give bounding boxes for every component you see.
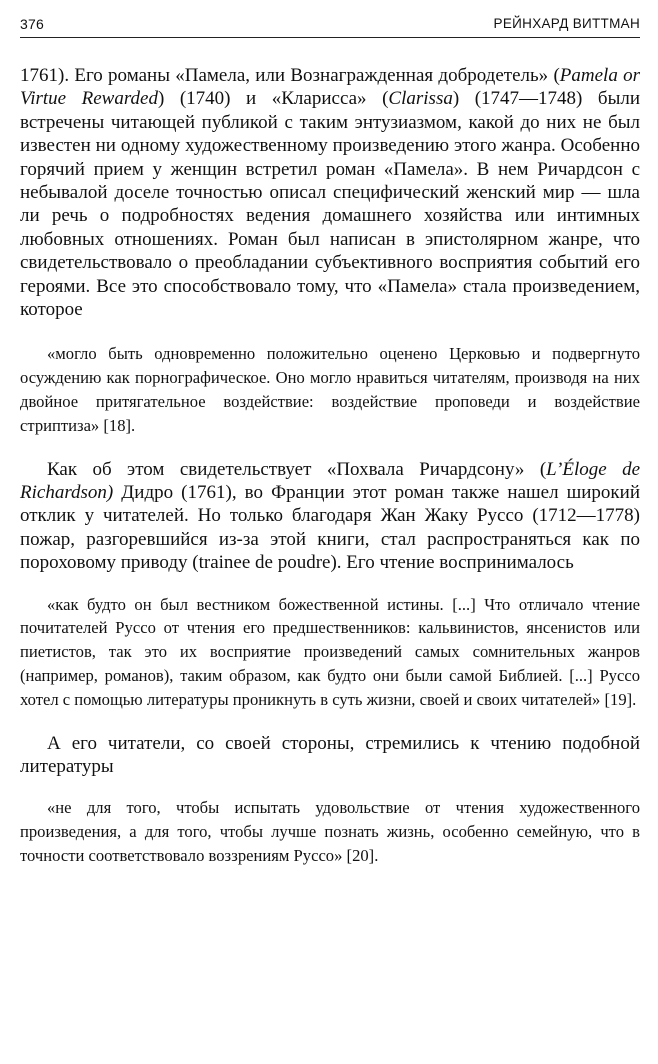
paragraph-1-text-a: 1761). Его романы «Памела, или Вознагражденная добродетель» ( (20, 65, 560, 86)
body-text (20, 64, 640, 868)
running-head: РЕЙНХАРД ВИТТМАН (493, 16, 640, 31)
block-quote-3: «не для того, чтобы испытать удовольствие от чтения художественного произведения, а для того, чтобы лучше познать жизнь, особенно семейную, что в точности соответствовало воззрениям Руссо» [20]. (20, 798, 640, 866)
paragraph-1-text-b: ) (1740) и «Кларисса» ( (157, 88, 389, 110)
title-clarissa-english: Clarissa (388, 88, 453, 110)
title-pamela-english: Pamela or Virtue Rewarded (20, 65, 640, 110)
block-quote-2: «как будто он был вестником божественной истины. [...] Что отличало чтение почитателей Руссо от чтения его предшественников: кальвинистов, янсенистов или пиетистов, так это их восприятие произведений самых сомнительных жанров (например, романов), таким образом, как будто они были самой Библией. [...] Руссо хотел с помощью литературы проникнуть в суть жизни, своей и своих читателей» [19]. (20, 594, 640, 709)
page-number: 376 (20, 16, 44, 32)
title-eloge-de-richardson: L’Éloge de Richardson) (20, 458, 640, 504)
paragraph-2-text-a: Как об этом свидетельствует «Похвала Ричардсону» ( (47, 458, 547, 480)
block-quote-1: «могло быть одновременно положительно оценено Церковью и подвергнуто осуждению как порнографическое. Оно могло нравиться читателям, производя на них двойное притягательное воздействие: воздействие проповеди и воздействие стриптиза» [18]. (20, 344, 640, 435)
paragraph-1 (20, 64, 640, 321)
paragraph-2 (20, 458, 640, 575)
paragraph-1-text-c: ) (1747—1748) были встречены читающей публикой с таким энтузиазмом, какой до них не был известен ни одному художественному произведению этого жанра. Особенно горячий прием у женщин встретил роман «Памела». В нем Ричардсон с небывалой доселе точностью описал специфический женский мир — шла ли речь о подробностях ведения домашнего хозяйства или интимных любовных отношениях. Роман был написан в эпистолярном жанре, что свидетельствовало о преобладании субъективного восприятия событий его героями. Все это способствовало тому, что «Памела» стала произведением, которое (20, 88, 640, 321)
page-header (20, 12, 640, 38)
paragraph-2-text-b: Дидро (1761), во Франции этот роман также нашел широкий отклик у читателей. Но только благодаря Жан Жаку Руссо (1712—1778) пожар, разгоревшийся из-за этой книги, стал распространяться как по пороховому приводу (trainee de poudre). Его чтение воспринималось (20, 482, 640, 574)
paragraph-3: А его читатели, со своей стороны, стремились к чтению подобной литературы (20, 732, 640, 778)
